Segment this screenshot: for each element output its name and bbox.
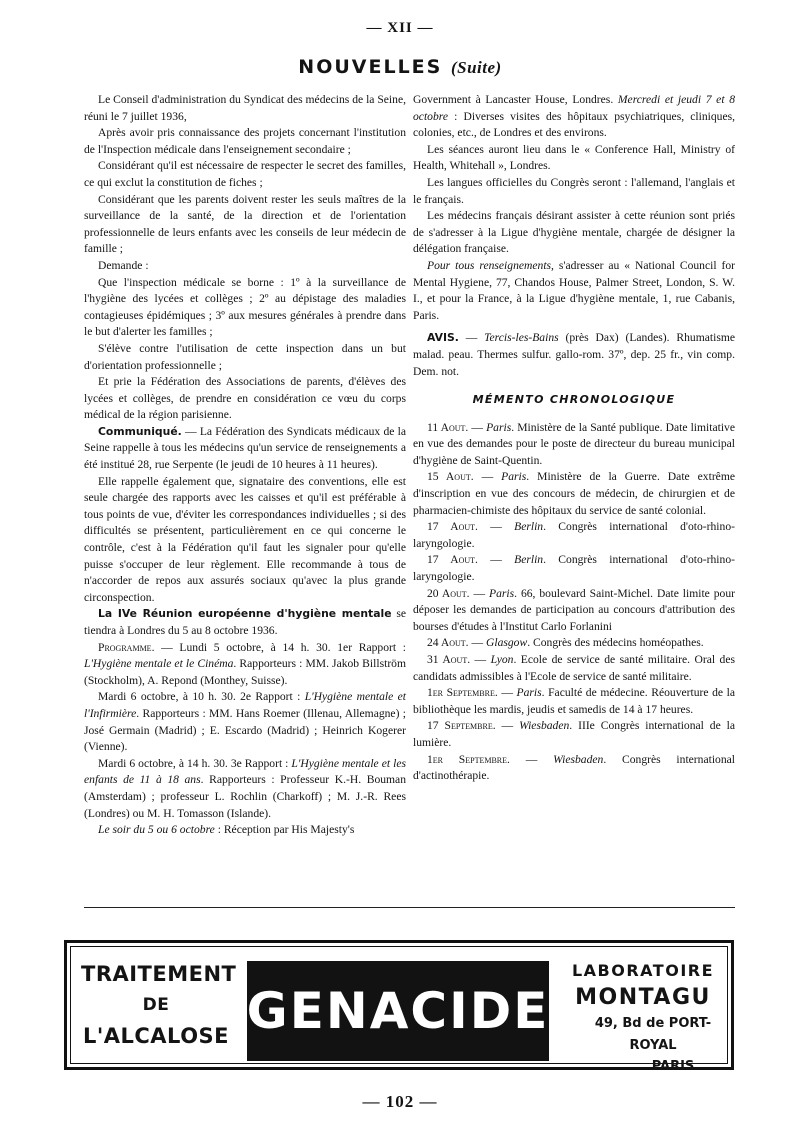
- memento-text: . Congrès international d'oto-rhino-laryngologie.: [413, 553, 735, 584]
- ad-right-line: LABORATOIRE: [571, 961, 715, 980]
- ad-left-line: TRAITEMENT: [81, 962, 237, 986]
- memento-text: . Ministère de la Santé publique. Date limitative en vue des demandes pour le poste de directeur du bureau municipal d'hygiène de Saint-Quentin.: [413, 420, 735, 467]
- paragraph: Mardi 6 octobre, à 10 h. 30. 2e Rapport : L'Hygiène mentale et l'Infirmière. Rapporteurs : MM. Hans Roemer (Illenau, Allemagne) ; José Germain (Madrid) ; E. Escardo (Madrid) ; Heinrich Kogerer (Vienne).: [84, 690, 406, 754]
- page-number-top: — XII —: [366, 20, 434, 36]
- paragraph: Après avoir pris connaissance des projets concernant l'institution de l'Inspection médicale dans l'enseignement secondaire ;: [84, 126, 406, 156]
- memento-entry: 11 Aout. — Paris. Ministère de la Santé publique. Date limitative en vue des demandes pour le poste de directeur du bureau municipal d'hygiène de Saint-Quentin.: [413, 420, 735, 467]
- programme-label: Programme.: [98, 640, 155, 654]
- ad-right-line: PARIS: [651, 1059, 695, 1074]
- memento-date: 17 Septembre.: [427, 719, 496, 733]
- memento-entry: 1er Septembre. — Paris. Faculté de médecine. Réouverture de la bibliothèque les mardis, jeudis et samedis de 14 à 17 heures.: [413, 686, 736, 716]
- memento-date: 17 Aout.: [427, 553, 478, 567]
- paragraph: Elle rappelle également que, signataire des conventions, elle est seule chargée des rapports avec les caisses et qu'il est préférable à tous points de vue, d'éviter les correspondances individuelles ; si des difficultés se présentent, particulièrement en ce qui concerne le contrôle, c'est à la Fédération qu'il faut les signaler pour qu'elle puisse s'occuper de leur règlement. Elle recommande à tous de n'accorder de repos aux assurés sociaux qu'avec la plus grande circonspection.: [84, 474, 406, 604]
- memento-date: 24 Aout.: [427, 636, 469, 650]
- paragraph: Le soir du 5 ou 6 octobre : Réception par His Majesty's: [98, 823, 355, 837]
- paragraph: Considérant qu'il est nécessaire de respecter le secret des familles, ce qui exclut la constitution de fiches ;: [84, 159, 406, 189]
- communique-paragraph: Communiqué. — La Fédération des Syndicats médicaux de la Seine rappelle à tous les médecins qu'un service de renseignements a été institué 28, rue Serpente (le jeudi de 10 heures à 11 heures).: [84, 424, 406, 472]
- avis-paragraph: AVIS. — Tercis-les-Bains (près Dax) (Landes). Rhumatisme malad. peau. Thermes sulfur. gallo-rom. 37º, dep. 25 fr., vin comp. Dem. not.: [413, 331, 735, 378]
- ad-brand: GENACIDE: [247, 961, 549, 1061]
- memento-text: . Congrès des médecins homéopathes.: [527, 636, 704, 650]
- memento-list: [413, 420, 735, 785]
- title-text: NOUVELLES: [298, 56, 443, 78]
- paragraph: Demande :: [98, 258, 149, 272]
- paragraph: Que l'inspection médicale se borne : 1º à la surveillance de l'hygiène des lycées et collèges ; 2º au dépistage des maladies contagieuses épidémiques ; 3º aux mesures générales à prendre dans le but d'alerter les familles ;: [84, 275, 406, 339]
- column-rule: [84, 907, 735, 908]
- memento-date: 15 Aout.: [427, 470, 474, 484]
- memento-text: . Congrès international d'actinothérapie.: [413, 752, 736, 783]
- paragraph: Considérant que les parents doivent rester les seuls maîtres de la surveillance de la santé, de la direction et de l'orientation professionnelle de leurs enfants avec les conseils de leur médecin de famille ;: [84, 192, 406, 256]
- memento-city: Paris: [501, 470, 527, 484]
- memento-date: 17 Aout.: [427, 520, 478, 534]
- right-column: [413, 92, 735, 785]
- paragraph: Le Conseil d'administration du Syndicat des médecins de la Seine, réuni le 7 juillet 1936,: [84, 93, 406, 123]
- ad-left-line: L'ALCALOSE: [82, 1024, 230, 1048]
- paragraph: Mardi 6 octobre, à 14 h. 30. 3e Rapport : L'Hygiène mentale et les enfants de 11 à 18 ans. Rapporteurs : Professeur K.-H. Bouman (Amsterdam) ; professeur L. Rochlin (Charkoff) ; M. J.-R. Rees (Londres) ou M. H. Tomasson (Islande).: [84, 756, 406, 820]
- paragraph: Government à Lancaster House, Londres. Mercredi et jeudi 7 et 8 octobre : Diverses visites des hôpitaux psychiatriques, cliniques, colonies, etc., de Londres et des environs.: [413, 93, 735, 140]
- programme-paragraph: Programme. — Lundi 5 octobre, à 14 h. 30. 1er Rapport : L'Hygiène mentale et le Cinéma. Rapporteurs : MM. Jakob Billström (Stockholm), A. Repond (Monthey, Suisse).: [84, 640, 406, 687]
- memento-city: Wiesbaden: [519, 719, 570, 733]
- memento-date: 31 Aout.: [427, 653, 471, 666]
- memento-text: . Ecole de service de santé militaire. Oral des candidats admissibles à l'Ecole de service de santé militaire.: [413, 653, 735, 683]
- page-title: [0, 56, 800, 78]
- memento-city: Glasgow: [485, 636, 528, 650]
- memento-entry: 17 Aout. — Berlin. Congrès international d'oto-rhino-laryngologie.: [413, 553, 735, 584]
- memento-text: . 66, boulevard Saint-Michel. Date limite pour déposer les demandes de participation au concours d'attribution des bourses d'études à l'Institut Carlo Forlanini: [413, 586, 735, 633]
- paragraph: S'élève contre l'utilisation de cette inspection dans un but d'orientation professionnelle ;: [84, 341, 406, 372]
- paragraph: Les séances auront lieu dans le « Conference Hall, Ministry of Health, Whitehall », Londres.: [413, 142, 735, 173]
- memento-entry: 1er Septembre. — Wiesbaden. Congrès international d'actinothérapie.: [413, 752, 736, 783]
- reunion-paragraph: La IVe Réunion européenne d'hygiène mentale se tiendra à Londres du 5 au 8 octobre 1936.: [84, 607, 407, 637]
- memento-entry: 17 Aout. — Berlin. Congrès international d'oto-rhino-laryngologie.: [413, 520, 735, 550]
- paragraph: Pour tous renseignements, s'adresser au « National Council for Mental Hygiene, 77, Chandos House, Palmer Street, London, S. W. I., et pour la France, à la Ligue d'hygiène mentale, 1, rue Cabanis, Paris.: [413, 258, 735, 322]
- communique-label: Communiqué.: [98, 424, 182, 438]
- memento-date: 1er Septembre.: [427, 686, 498, 700]
- avis-label: AVIS.: [427, 331, 459, 345]
- memento-city: Berlin: [514, 553, 544, 567]
- memento-city: Wiesbaden: [553, 752, 604, 766]
- paragraph: Les langues officielles du Congrès seront : l'allemand, l'anglais et le français.: [413, 175, 735, 206]
- memento-city: Paris: [489, 586, 515, 600]
- left-column: [84, 92, 406, 839]
- memento-text: . IIIe Congrès international de la lumière.: [413, 719, 736, 749]
- memento-date: 20 Aout.: [427, 586, 470, 600]
- ad-right-block: [557, 959, 729, 1077]
- memento-entry: 20 Aout. — Paris. 66, boulevard Saint-Michel. Date limite pour déposer les demandes de participation au concours d'attribution des bourses d'études à l'Institut Carlo Forlanini: [413, 586, 735, 633]
- memento-entry: 15 Aout. — Paris. Ministère de la Guerre. Date extrême d'inscription en vue des concours de médecin, de chirurgien et de pharmacien-chimiste des hôpitaux du service de santé colonial.: [413, 470, 735, 517]
- memento-entry: 24 Aout. — Glasgow. Congrès des médecins homéopathes.: [427, 636, 704, 650]
- memento-text: . Congrès international d'oto-rhino-laryngologie.: [413, 520, 735, 550]
- paragraph: Et prie la Fédération des Associations de parents, d'élèves des lycées et collèges, de prendre en considération ce vœu du corps médical de la région parisienne.: [84, 375, 406, 422]
- reunion-label: La IVe Réunion européenne d'hygiène mentale: [98, 607, 392, 621]
- memento-city: Lyon: [490, 653, 514, 666]
- memento-entry: 31 Aout. — Lyon. Ecole de service de santé militaire. Oral des candidats admissibles à l'Ecole de service de santé militaire.: [413, 653, 735, 683]
- ad-left-block: [81, 959, 237, 1052]
- memento-city: Paris: [486, 420, 512, 434]
- title-suffix: (Suite): [450, 58, 502, 77]
- ad-left-line: DE: [142, 995, 170, 1015]
- ad-right-line: 49, Bd de PORT-ROYAL: [594, 1016, 712, 1053]
- ad-right-line: MONTAGU: [575, 985, 711, 1010]
- memento-text: . Ministère de la Guerre. Date extrême d'inscription en vue des concours de médecin, de chirurgien et de pharmacien-chimiste des hôpitaux du service de santé colonial.: [413, 470, 735, 517]
- memento-text: . Faculté de médecine. Réouverture de la bibliothèque les mardis, jeudis et samedis de 14 à 17 heures.: [413, 686, 736, 716]
- memento-city: Berlin: [514, 520, 544, 534]
- memento-date: 1er Septembre.: [427, 752, 510, 766]
- memento-heading: MÉMENTO CHRONOLOGIQUE: [472, 393, 676, 407]
- paragraph: Les médecins français désirant assister à cette réunion sont priés de s'adresser à la Ligue d'hygiène mentale, chargée de désigner la délégation française.: [413, 209, 735, 256]
- memento-entry: 17 Septembre. — Wiesbaden. IIIe Congrès international de la lumière.: [413, 719, 736, 749]
- page-number-bottom: — 102 —: [362, 1092, 438, 1111]
- memento-city: Paris: [516, 686, 542, 700]
- ad-inner-frame: [70, 946, 728, 1074]
- memento-date: 11 Aout.: [427, 420, 469, 434]
- advertisement: [64, 940, 734, 1074]
